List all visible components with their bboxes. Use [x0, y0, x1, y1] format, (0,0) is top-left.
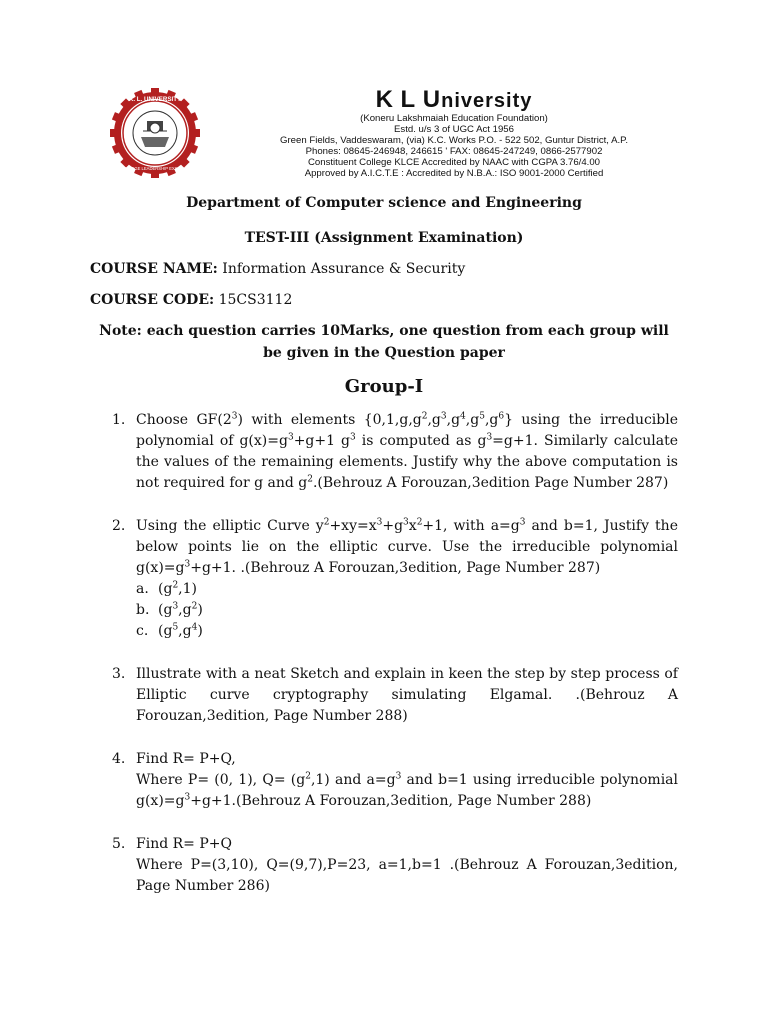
course-name-line	[90, 261, 465, 277]
question-list	[100, 410, 678, 919]
course-code-label: COURSE CODE:	[90, 292, 215, 308]
superscript: 5	[479, 411, 485, 422]
phones-line: Phones: 08645-246948, 246615 ' FAX: 08645-247249, 0866-2577902	[305, 145, 603, 157]
sub-item-text: $(g^2,1)$	[158, 580, 197, 597]
superscript: 2	[191, 601, 198, 612]
sub-item	[136, 579, 678, 600]
superscript: 3	[486, 432, 493, 443]
university-name	[226, 88, 682, 112]
superscript: 3	[287, 432, 294, 443]
university-name-rest: niversity	[441, 90, 533, 112]
superscript: 2	[416, 517, 423, 528]
letterhead	[92, 88, 682, 178]
university-name-l: L	[400, 86, 417, 113]
letterhead-text	[218, 88, 682, 180]
estd-line: Estd. u/s 3 of UGC Act 1956	[394, 123, 514, 135]
test-title: TEST-III (Assignment Examination)	[244, 230, 524, 246]
question-number: 2.	[112, 518, 126, 534]
superscript: 6	[498, 411, 505, 422]
group-title: Group-I	[344, 376, 424, 397]
sub-item-label: a.	[136, 581, 149, 597]
sub-item-text: $(g^5,g^4)$	[158, 622, 203, 639]
superscript: 3	[231, 411, 238, 422]
sub-item-label: c.	[136, 623, 149, 639]
seal-bottom-text: KNOWLEDGE LEADERSHIP EXCELLENCE	[113, 166, 197, 171]
superscript: 2	[421, 411, 428, 422]
note-paragraph	[96, 320, 672, 364]
university-name-u: U	[422, 86, 442, 113]
superscript: 4	[460, 411, 466, 422]
superscript: 2	[307, 474, 313, 485]
course-name-label: COURSE NAME:	[90, 261, 218, 277]
note-line-1: Note: each question carries 10Marks, one question from each group will	[99, 323, 669, 339]
question-3	[100, 664, 678, 727]
question-5	[100, 834, 678, 897]
question-text: Using the elliptic Curve $y^2+xy=x^3+g^3x^2+1$, with $a=g^3$ and b=1, Justify the below points lie on the elliptic curve. Use the irreducible polynomial $g(x)=g^3+g+1$. .(Behrouz A Forouzan,3edition, Page Number 287)	[136, 517, 678, 576]
superscript: 5	[172, 622, 179, 633]
course-name-value: Information Assurance & Security	[222, 261, 466, 277]
sub-item-text: $(g^3,g^2)$	[158, 601, 203, 618]
university-name-k: K	[375, 86, 394, 113]
question-text: Choose $GF(2^3)$ with elements $\{0,1,g,g^2,g^3,g^4,g^5,g^6\}$ using the irreducible polynomial of $g(x)=g^3+g+1$ $g^3$ is computed as $g^3=g+1$. Similarly calculate the values of the remaining elements. Justify why the above computation is not required for g and $g^2.(Behrouz$ A Forouzan,3edition Page Number 287)	[136, 411, 678, 491]
sub-item	[136, 600, 678, 621]
superscript: 3	[184, 792, 191, 803]
question-number: 5.	[112, 836, 126, 852]
superscript: 3	[395, 771, 402, 782]
superscript: 3	[376, 517, 383, 528]
approved-line: Approved by A.I.C.T.E : Accredited by N.B.A.: ISO 9001-2000 Certified	[304, 167, 604, 179]
foundation-line: (Koneru Lakshmaiah Education Foundation)	[360, 113, 548, 124]
university-seal-logo	[92, 88, 218, 178]
question-number: 4.	[112, 751, 126, 767]
superscript: 2	[323, 517, 330, 528]
note-line-2: be given in the Question paper	[263, 345, 505, 361]
question-first-line: Find R= P+Q	[136, 836, 232, 852]
superscript: 4	[191, 622, 198, 633]
question-number: 3.	[112, 666, 126, 682]
address-line: Green Fields, Vaddeswaram, (via) K.C. Works P.O. - 522 502, Guntur District, A.P.	[280, 134, 628, 146]
superscript: 2	[172, 580, 179, 591]
superscript: 3	[350, 432, 356, 443]
superscript: 3	[172, 601, 179, 612]
question-text: Where P= (0, 1), $Q= (g^2,1)$ and $a=g^3$ and b=1 using irreducible polynomial $g(x)=g^3+g+1.(Behrouz$ A Forouzan,3edition, Page Number 288)	[136, 771, 678, 809]
superscript: 2	[305, 771, 311, 782]
superscript: 3	[519, 517, 526, 528]
question-4	[100, 749, 678, 812]
constituent-line: Constituent College KLCE Accredited by NAAC with CGPA 3.76/4.00	[307, 156, 601, 168]
question-1	[100, 410, 678, 494]
superscript: 3	[403, 517, 409, 528]
course-code-value: 15CS3112	[218, 292, 293, 308]
question-2	[100, 516, 678, 642]
sub-item	[136, 621, 678, 642]
seal-top-text: K. L. UNIVERSITY	[128, 96, 182, 103]
sub-item-label: b.	[136, 602, 150, 618]
question-text: Where P=(3,10), Q=(9,7),P=23, a=1,b=1 .(Behrouz A Forouzan,3edition, Page Number 286)	[136, 857, 678, 894]
superscript: 3	[440, 411, 447, 422]
course-code-line	[90, 292, 292, 308]
superscript: 3	[184, 559, 191, 570]
question-first-line: Find R= P+Q,	[136, 751, 236, 767]
question-number: 1.	[112, 412, 126, 428]
question-text: Illustrate with a neat Sketch and explain in keen the step by step process of Elliptic curve cryptography simulating Elgamal. .(Behrouz A Forouzan,3edition, Page Number 288)	[136, 666, 678, 724]
department-heading: Department of Computer science and Engineering	[186, 195, 582, 211]
